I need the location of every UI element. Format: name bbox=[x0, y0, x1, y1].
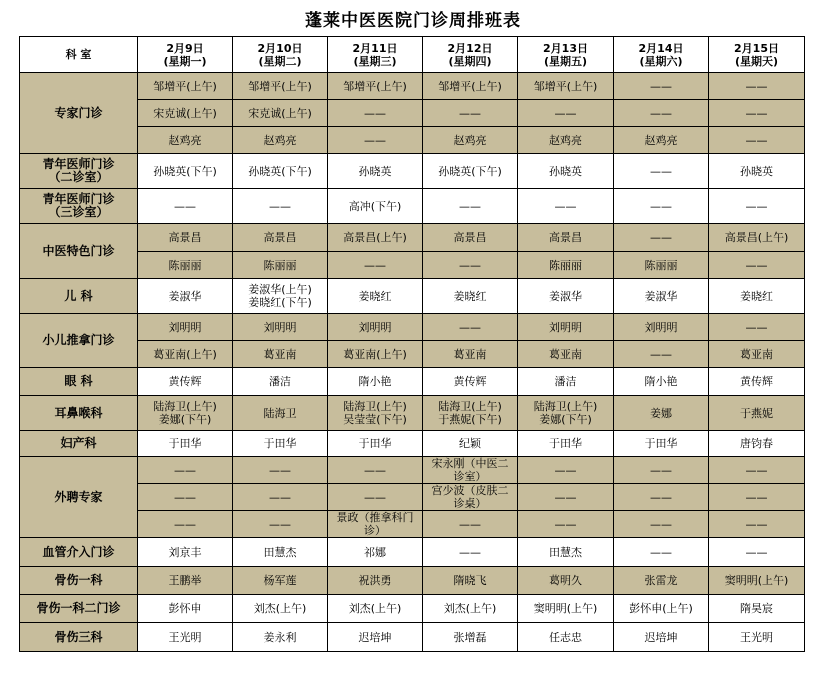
schedule-cell: 孙晓英(下午) bbox=[423, 154, 518, 189]
day-date: 2月10日 bbox=[257, 41, 303, 55]
schedule-cell: 赵鸡亮 bbox=[423, 127, 518, 154]
schedule-cell: 王鹏举 bbox=[138, 567, 233, 595]
schedule-cell: —— bbox=[614, 100, 709, 127]
table-row bbox=[20, 623, 805, 652]
schedule-cell: —— bbox=[328, 252, 423, 279]
schedule-cell: 宋克诚(上午) bbox=[138, 100, 233, 127]
dept-cell-peds: 儿 科 bbox=[20, 279, 138, 314]
schedule-cell: 任志忠 bbox=[518, 623, 614, 652]
schedule-cell: 陆海卫(上午) 姜娜(下午) bbox=[518, 396, 614, 431]
schedule-cell: —— bbox=[233, 511, 328, 538]
day-weekday: (星期三) bbox=[353, 54, 397, 68]
table-row bbox=[20, 100, 805, 127]
schedule-cell: —— bbox=[328, 484, 423, 511]
table-row bbox=[20, 511, 805, 538]
day-date: 2月14日 bbox=[638, 41, 684, 55]
schedule-cell: 邹增平(上午) bbox=[518, 73, 614, 100]
schedule-cell: —— bbox=[233, 457, 328, 484]
schedule-cell: 陆海卫(上午) 于燕妮(下午) bbox=[423, 396, 518, 431]
schedule-cell: 姜淑华 bbox=[614, 279, 709, 314]
schedule-cell: 赵鸡亮 bbox=[518, 127, 614, 154]
schedule-cell: 葛亚南 bbox=[709, 341, 805, 368]
schedule-cell: —— bbox=[518, 457, 614, 484]
dept-cell-youth3: 青年医师门诊 （三诊室） bbox=[20, 189, 138, 224]
table-row bbox=[20, 252, 805, 279]
header-day-6 bbox=[614, 37, 709, 73]
table-row bbox=[20, 341, 805, 368]
schedule-cell: 邹增平(上午) bbox=[233, 73, 328, 100]
schedule-cell: —— bbox=[423, 189, 518, 224]
schedule-cell: —— bbox=[138, 484, 233, 511]
schedule-cell: 于田华 bbox=[518, 431, 614, 457]
schedule-cell: 彭怀申(上午) bbox=[614, 595, 709, 623]
table-row bbox=[20, 314, 805, 341]
schedule-cell: 黄传辉 bbox=[423, 368, 518, 396]
schedule-cell: 陆海卫(上午) 姜娜(下午) bbox=[138, 396, 233, 431]
day-weekday: (星期天) bbox=[734, 54, 779, 68]
schedule-cell: —— bbox=[423, 100, 518, 127]
schedule-cell: —— bbox=[328, 100, 423, 127]
schedule-cell: 孙晓英(下午) bbox=[233, 154, 328, 189]
schedule-cell: —— bbox=[518, 189, 614, 224]
schedule-cell: 祁娜 bbox=[328, 538, 423, 567]
dept-cell-expert: 专家门诊 bbox=[20, 73, 138, 154]
schedule-cell: 葛明久 bbox=[518, 567, 614, 595]
schedule-cell: 窦明明(上午) bbox=[518, 595, 614, 623]
table-row bbox=[20, 127, 805, 154]
schedule-cell: 于田华 bbox=[138, 431, 233, 457]
schedule-cell: 杨军莲 bbox=[233, 567, 328, 595]
schedule-cell: 刘明明 bbox=[518, 314, 614, 341]
schedule-cell: 刘京丰 bbox=[138, 538, 233, 567]
schedule-cell: 姜淑华(上午) 姜晓红(下午) bbox=[233, 279, 328, 314]
table-row bbox=[20, 279, 805, 314]
day-weekday: (星期二) bbox=[258, 54, 302, 68]
table-row bbox=[20, 189, 805, 224]
schedule-cell: 陈丽丽 bbox=[518, 252, 614, 279]
schedule-table bbox=[19, 36, 805, 652]
schedule-cell: —— bbox=[709, 511, 805, 538]
schedule-cell: 祝洪勇 bbox=[328, 567, 423, 595]
schedule-cell: 宫少波（皮肤二 诊桌） bbox=[423, 484, 518, 511]
schedule-cell: 葛亚南 bbox=[518, 341, 614, 368]
dept-cell-tuina: 小儿推拿门诊 bbox=[20, 314, 138, 368]
table-row bbox=[20, 154, 805, 189]
dept-cell-youth2: 青年医师门诊 （二诊室） bbox=[20, 154, 138, 189]
schedule-cell: 高冲(下午) bbox=[328, 189, 423, 224]
schedule-cell: 邹增平(上午) bbox=[423, 73, 518, 100]
schedule-cell: —— bbox=[138, 511, 233, 538]
table-row bbox=[20, 431, 805, 457]
dept-cell-vascular: 血管介入门诊 bbox=[20, 538, 138, 567]
schedule-cell: 隋小艳 bbox=[328, 368, 423, 396]
schedule-cell: 景政（推拿科门 诊） bbox=[328, 511, 423, 538]
header-day-2 bbox=[233, 37, 328, 73]
schedule-cell: 张增磊 bbox=[423, 623, 518, 652]
schedule-cell: 刘明明 bbox=[328, 314, 423, 341]
schedule-cell: 高景昌(上午) bbox=[328, 224, 423, 252]
schedule-cell: 陆海卫 bbox=[233, 396, 328, 431]
day-weekday: (星期五) bbox=[543, 54, 588, 68]
schedule-cell: 宋克诚(上午) bbox=[233, 100, 328, 127]
schedule-cell: —— bbox=[233, 189, 328, 224]
day-date: 2月11日 bbox=[352, 41, 398, 55]
schedule-cell: 刘明明 bbox=[614, 314, 709, 341]
header-dept: 科 室 bbox=[20, 37, 138, 73]
schedule-cell: 田慧杰 bbox=[233, 538, 328, 567]
schedule-cell: 迟培坤 bbox=[328, 623, 423, 652]
schedule-cell: 陈丽丽 bbox=[138, 252, 233, 279]
schedule-cell: 高景昌 bbox=[138, 224, 233, 252]
dept-cell-eye: 眼 科 bbox=[20, 368, 138, 396]
dept-cell-ortho1: 骨伤一科 bbox=[20, 567, 138, 595]
day-date: 2月12日 bbox=[447, 41, 493, 55]
header-day-4 bbox=[423, 37, 518, 73]
schedule-cell: 葛亚南 bbox=[423, 341, 518, 368]
schedule-cell: 宋永刚（中医二 诊室） bbox=[423, 457, 518, 484]
schedule-cell: 隋晓飞 bbox=[423, 567, 518, 595]
schedule-cell: —— bbox=[709, 538, 805, 567]
schedule-cell: —— bbox=[614, 154, 709, 189]
schedule-cell: —— bbox=[518, 484, 614, 511]
schedule-cell: 姜永利 bbox=[233, 623, 328, 652]
schedule-cell: 孙晓英(下午) bbox=[138, 154, 233, 189]
schedule-cell: —— bbox=[709, 314, 805, 341]
dept-cell-ortho3: 骨伤三科 bbox=[20, 623, 138, 652]
table-row bbox=[20, 396, 805, 431]
day-weekday: (星期四) bbox=[448, 54, 492, 68]
table-row bbox=[20, 457, 805, 484]
schedule-cell: 黄传辉 bbox=[709, 368, 805, 396]
schedule-cell: 窦明明(上午) bbox=[709, 567, 805, 595]
schedule-cell: —— bbox=[518, 511, 614, 538]
schedule-cell: —— bbox=[423, 314, 518, 341]
table-row bbox=[20, 224, 805, 252]
schedule-cell: —— bbox=[709, 457, 805, 484]
day-date: 2月9日 bbox=[166, 41, 204, 55]
header-day-1 bbox=[138, 37, 233, 73]
schedule-cell: —— bbox=[328, 127, 423, 154]
schedule-cell: —— bbox=[518, 100, 614, 127]
schedule-cell: 于燕妮 bbox=[709, 396, 805, 431]
schedule-cell: 刘杰(上午) bbox=[328, 595, 423, 623]
schedule-cell: 姜娜 bbox=[614, 396, 709, 431]
header-day-5 bbox=[518, 37, 614, 73]
schedule-cell: 于田华 bbox=[328, 431, 423, 457]
schedule-cell: —— bbox=[614, 189, 709, 224]
schedule-cell: —— bbox=[138, 189, 233, 224]
schedule-cell: 赵鸡亮 bbox=[233, 127, 328, 154]
schedule-cell: 姜晓红 bbox=[709, 279, 805, 314]
schedule-cell: 唐钧春 bbox=[709, 431, 805, 457]
table-row bbox=[20, 484, 805, 511]
schedule-cell: 王光明 bbox=[709, 623, 805, 652]
schedule-cell: —— bbox=[709, 73, 805, 100]
schedule-cell: 迟培坤 bbox=[614, 623, 709, 652]
schedule-cell: —— bbox=[423, 538, 518, 567]
schedule-cell: 姜晓红 bbox=[328, 279, 423, 314]
schedule-cell: 孙晓英 bbox=[518, 154, 614, 189]
schedule-cell: 王光明 bbox=[138, 623, 233, 652]
schedule-cell: —— bbox=[328, 457, 423, 484]
header-day-7 bbox=[709, 37, 805, 73]
schedule-cell: 葛亚南 bbox=[233, 341, 328, 368]
day-weekday: (星期一) bbox=[163, 54, 207, 68]
schedule-cell: 高景昌(上午) bbox=[709, 224, 805, 252]
header-day-3 bbox=[328, 37, 423, 73]
schedule-cell: 姜淑华 bbox=[138, 279, 233, 314]
schedule-cell: 姜晓红 bbox=[423, 279, 518, 314]
schedule-cell: 刘明明 bbox=[138, 314, 233, 341]
table-row bbox=[20, 73, 805, 100]
schedule-cell: —— bbox=[709, 127, 805, 154]
schedule-cell: —— bbox=[614, 538, 709, 567]
schedule-cell: 彭怀申 bbox=[138, 595, 233, 623]
dept-cell-obgyn: 妇产科 bbox=[20, 431, 138, 457]
schedule-cell: —— bbox=[709, 484, 805, 511]
schedule-cell: 隋昊宸 bbox=[709, 595, 805, 623]
table-row bbox=[20, 595, 805, 623]
schedule-cell: 姜淑华 bbox=[518, 279, 614, 314]
schedule-cell: 陈丽丽 bbox=[233, 252, 328, 279]
schedule-cell: —— bbox=[423, 511, 518, 538]
schedule-cell: 葛亚南(上午) bbox=[328, 341, 423, 368]
schedule-cell: 高景昌 bbox=[423, 224, 518, 252]
schedule-cell: 孙晓英 bbox=[709, 154, 805, 189]
schedule-cell: 黄传辉 bbox=[138, 368, 233, 396]
schedule-cell: —— bbox=[709, 100, 805, 127]
schedule-cell: 葛亚南(上午) bbox=[138, 341, 233, 368]
schedule-cell: 刘杰(上午) bbox=[233, 595, 328, 623]
table-row bbox=[20, 368, 805, 396]
day-weekday: (星期六) bbox=[639, 54, 683, 68]
schedule-cell: —— bbox=[614, 484, 709, 511]
schedule-cell: 潘洁 bbox=[233, 368, 328, 396]
schedule-cell: 高景昌 bbox=[518, 224, 614, 252]
schedule-cell: 陆海卫(上午) 吴莹莹(下午) bbox=[328, 396, 423, 431]
schedule-cell: 陈丽丽 bbox=[614, 252, 709, 279]
schedule-cell: 于田华 bbox=[233, 431, 328, 457]
schedule-cell: —— bbox=[614, 341, 709, 368]
schedule-cell: 田慧杰 bbox=[518, 538, 614, 567]
schedule-cell: 于田华 bbox=[614, 431, 709, 457]
schedule-cell: 张雷龙 bbox=[614, 567, 709, 595]
schedule-cell: 隋小艳 bbox=[614, 368, 709, 396]
schedule-cell: —— bbox=[423, 252, 518, 279]
schedule-cell: —— bbox=[138, 457, 233, 484]
schedule-cell: —— bbox=[709, 252, 805, 279]
dept-cell-ent: 耳鼻喉科 bbox=[20, 396, 138, 431]
dept-cell-ortho1-2: 骨伤一科二门诊 bbox=[20, 595, 138, 623]
schedule-cell: 赵鸡亮 bbox=[138, 127, 233, 154]
dept-cell-tcm: 中医特色门诊 bbox=[20, 224, 138, 279]
schedule-cell: —— bbox=[709, 189, 805, 224]
table-row bbox=[20, 567, 805, 595]
page-title: 蓬莱中医医院门诊周排班表 bbox=[305, 11, 521, 31]
schedule-cell: 孙晓英 bbox=[328, 154, 423, 189]
schedule-cell: 邹增平(上午) bbox=[138, 73, 233, 100]
schedule-cell: —— bbox=[233, 484, 328, 511]
day-date: 2月15日 bbox=[734, 41, 779, 55]
schedule-cell: 赵鸡亮 bbox=[614, 127, 709, 154]
day-date: 2月13日 bbox=[543, 41, 588, 55]
schedule-cell: —— bbox=[614, 73, 709, 100]
schedule-cell: 潘洁 bbox=[518, 368, 614, 396]
schedule-cell: 刘杰(上午) bbox=[423, 595, 518, 623]
schedule-cell: 刘明明 bbox=[233, 314, 328, 341]
schedule-cell: 纪颖 bbox=[423, 431, 518, 457]
schedule-cell: —— bbox=[614, 511, 709, 538]
schedule-cell: —— bbox=[614, 224, 709, 252]
schedule-cell: 邹增平(上午) bbox=[328, 73, 423, 100]
schedule-cell: 高景昌 bbox=[233, 224, 328, 252]
table-row bbox=[20, 538, 805, 567]
schedule-cell: —— bbox=[614, 457, 709, 484]
dept-cell-external: 外聘专家 bbox=[20, 457, 138, 538]
